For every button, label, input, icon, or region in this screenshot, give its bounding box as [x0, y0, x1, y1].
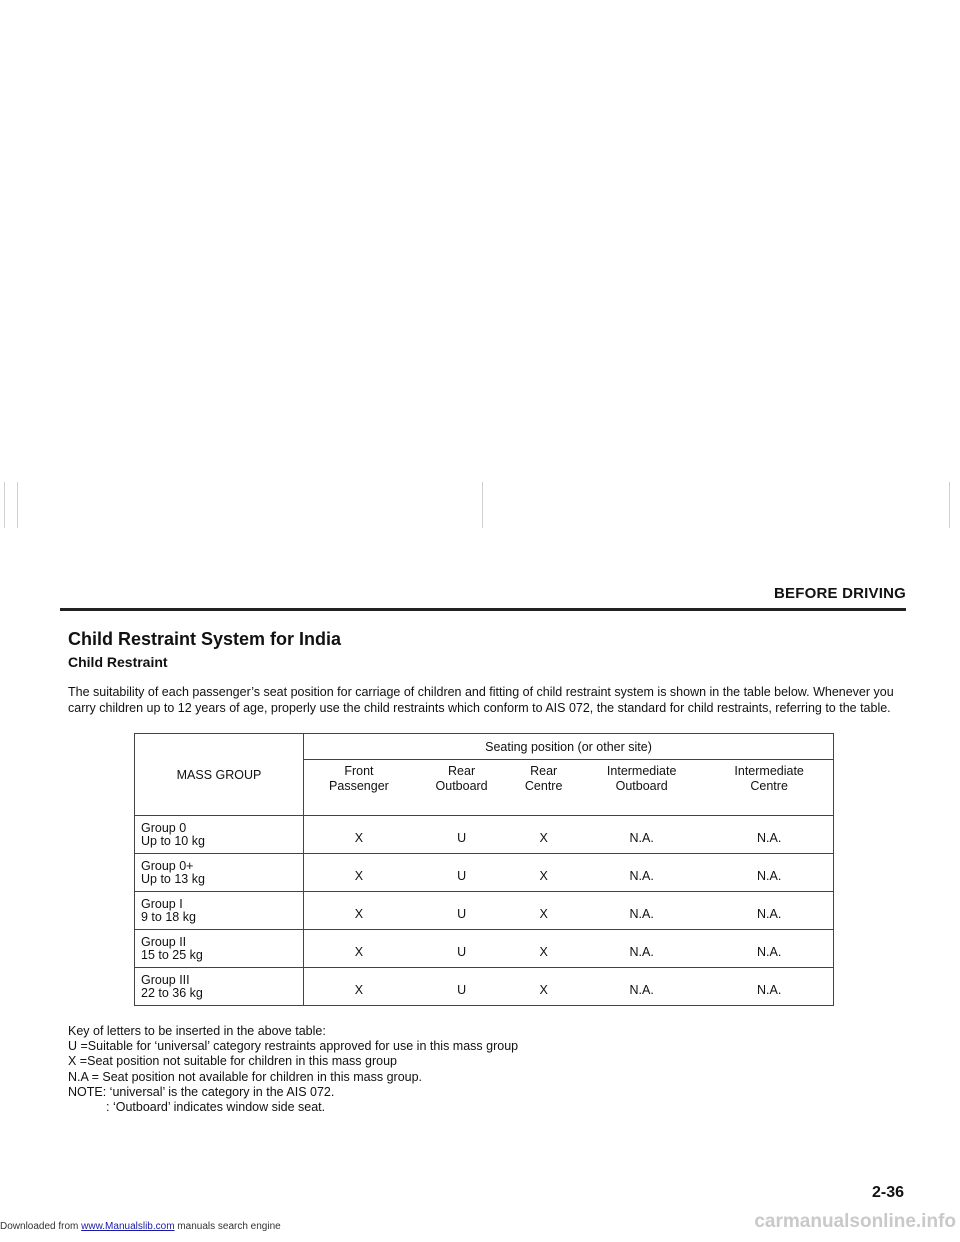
table-cell: N.A. — [705, 816, 833, 854]
mass-group-cell: Group II 15 to 25 kg — [135, 930, 304, 968]
crop-mark — [949, 482, 950, 528]
table-row — [135, 892, 834, 930]
table-cell: U — [414, 968, 509, 1006]
table-cell: X — [304, 930, 414, 968]
table-cell: N.A. — [705, 930, 833, 968]
page-subtitle: Child Restraint — [68, 654, 168, 670]
intro-paragraph: The suitability of each passenger’s seat position for carriage of children and fitting of child restraint system is shown in the table below. Whenever you carry children up to 12 years of age, properly use the child restraints which conform to AIS 072, the standard for child restraints, referring to the table. — [68, 685, 894, 715]
page-title: Child Restraint System for India — [68, 629, 342, 649]
column-header: Rear Centre — [509, 760, 578, 816]
table-cell: X — [304, 968, 414, 1006]
table-cell: N.A. — [578, 968, 705, 1006]
download-footer — [0, 1221, 281, 1232]
key-line: N.A = Seat position not available for children in this mass group. — [68, 1069, 423, 1084]
table-cell: U — [414, 930, 509, 968]
footer-prefix: Downloaded from — [0, 1221, 82, 1232]
column-header: Intermediate Outboard — [578, 760, 705, 816]
mass-group-cell: Group 0 Up to 10 kg — [135, 816, 304, 854]
table-cell: N.A. — [578, 930, 705, 968]
watermark: carmanualsonline.info — [754, 1211, 956, 1232]
table-header-row — [135, 734, 834, 760]
table-cell: N.A. — [705, 892, 833, 930]
crop-mark — [17, 482, 18, 528]
key-line: X =Seat position not suitable for children in this mass group — [68, 1054, 398, 1069]
table-cell: X — [304, 854, 414, 892]
table-cell: X — [304, 892, 414, 930]
crop-mark — [4, 482, 5, 528]
table-row — [135, 816, 834, 854]
key-intro: Key of letters to be inserted in the above table: — [68, 1024, 326, 1038]
table-row — [135, 930, 834, 968]
footer-suffix: manuals search engine — [174, 1221, 281, 1232]
table-row — [135, 854, 834, 892]
table-cell: N.A. — [705, 854, 833, 892]
table-cell: U — [414, 816, 509, 854]
table-cell: N.A. — [705, 968, 833, 1006]
table-cell: X — [509, 816, 578, 854]
seating-position-header: Seating position (or other site) — [304, 734, 834, 760]
key-note-continuation: : ‘Outboard’ indicates window side seat. — [106, 1100, 326, 1115]
table-cell: X — [304, 816, 414, 854]
section-divider — [60, 608, 906, 611]
key-line: U =Suitable for ‘universal’ category restraints approved for use in this mass group — [68, 1039, 519, 1054]
mass-group-header: MASS GROUP — [135, 734, 304, 816]
table-row — [135, 968, 834, 1006]
table-cell: X — [509, 930, 578, 968]
table-cell: X — [509, 854, 578, 892]
mass-group-cell: Group I 9 to 18 kg — [135, 892, 304, 930]
table-cell: N.A. — [578, 816, 705, 854]
table-cell: U — [414, 892, 509, 930]
child-restraint-table — [134, 733, 834, 1006]
manualslib-link[interactable]: www.Manualslib.com — [81, 1221, 175, 1232]
table-cell: N.A. — [578, 892, 705, 930]
table-key — [68, 1024, 518, 1115]
column-header: Rear Outboard — [414, 760, 509, 816]
table-cell: X — [509, 892, 578, 930]
table-cell: N.A. — [578, 854, 705, 892]
key-line: NOTE: ‘universal’ is the category in the AIS 072. — [68, 1084, 335, 1099]
page-number: 2-36 — [871, 1184, 904, 1201]
column-header: Intermediate Centre — [705, 760, 833, 816]
section-header: BEFORE DRIVING — [774, 585, 906, 602]
table-cell: U — [414, 854, 509, 892]
table-cell: X — [509, 968, 578, 1006]
mass-group-cell: Group 0+ Up to 13 kg — [135, 854, 304, 892]
crop-mark — [482, 482, 483, 528]
column-header: Front Passenger — [304, 760, 414, 816]
mass-group-cell: Group III 22 to 36 kg — [135, 968, 304, 1006]
